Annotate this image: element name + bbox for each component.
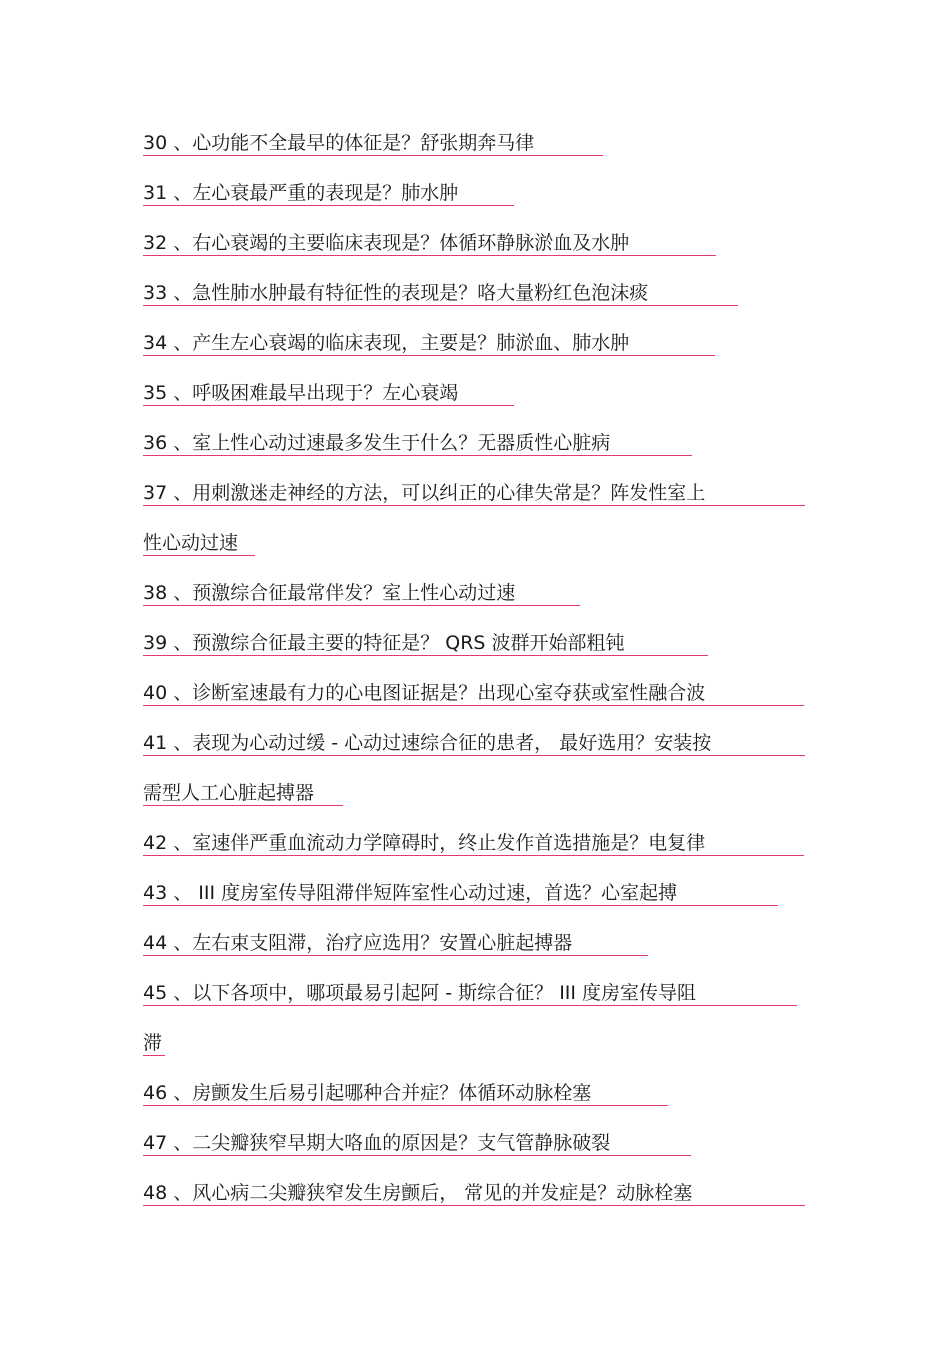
underline: [143, 605, 580, 606]
item-text: 45 、以下各项中，哪项最易引起阿 - 斯综合征？ III 度房室传导阻: [143, 982, 697, 1004]
item-text: 34 、产生左心衰竭的临床表现，主要是？肺淤血、肺水肿: [143, 332, 630, 354]
item-text: 38 、预激综合征最常伴发？室上性心动过速: [143, 582, 516, 604]
underline: [143, 855, 804, 856]
underline: [143, 1055, 165, 1056]
item-text: 39 、预激综合征最主要的特征是？ QRS 波群开始部粗钝: [143, 632, 625, 654]
underline: [143, 255, 716, 256]
item-text: 滞: [143, 1032, 163, 1054]
underline: [143, 455, 692, 456]
item-text: 37 、用刺激迷走神经的方法，可以纠正的心律失常是？阵发性室上: [143, 482, 706, 504]
list-item: [143, 228, 629, 258]
list-item: [143, 378, 458, 408]
underline: [143, 905, 778, 906]
item-text: 42 、室速伴严重血流动力学障碍时，终止发作首选措施是？电复律: [143, 832, 706, 854]
underline: [143, 755, 805, 756]
list-item: [143, 1178, 692, 1208]
list-item: [143, 1128, 610, 1158]
list-item: [143, 478, 705, 508]
item-text: 性心动过速: [143, 532, 239, 554]
list-item: [143, 428, 610, 458]
list-item: [143, 778, 314, 808]
list-item: [143, 878, 677, 908]
underline: [143, 1005, 797, 1006]
list-item: [143, 678, 705, 708]
list-item: [143, 928, 572, 958]
underline: [143, 805, 343, 806]
item-text: 36 、室上性心动过速最多发生于什么？无器质性心脏病: [143, 432, 611, 454]
list-item: [143, 1078, 591, 1108]
list-item: [143, 328, 629, 358]
list-item: [143, 728, 711, 758]
list-item: [143, 578, 515, 608]
item-text: 32 、右心衰竭的主要临床表现是？体循环静脉淤血及水肿: [143, 232, 630, 254]
list-item: [143, 1028, 162, 1058]
underline: [143, 1205, 805, 1206]
item-text: 需型人工心脏起搏器: [143, 782, 315, 804]
underline: [143, 555, 255, 556]
item-text: 33 、急性肺水肿最有特征性的表现是？咯大量粉红色泡沫痰: [143, 282, 649, 304]
underline: [143, 955, 648, 956]
underline: [143, 305, 738, 306]
list-item: [143, 128, 534, 158]
item-text: 30 、心功能不全最早的体征是？舒张期奔马律: [143, 132, 535, 154]
item-text: 44 、左右束支阻滞，治疗应选用？安置心脏起搏器: [143, 932, 573, 954]
list-item: [143, 278, 648, 308]
item-text: 48 、风心病二尖瓣狭窄发生房颤后， 常见的并发症是？动脉栓塞: [143, 1182, 693, 1204]
underline: [143, 205, 514, 206]
list-item: [143, 178, 458, 208]
item-text: 41 、表现为心动过缓 - 心动过速综合征的患者， 最好选用？安装按: [143, 732, 712, 754]
underline: [143, 355, 715, 356]
item-text: 46 、房颤发生后易引起哪种合并症？体循环动脉栓塞: [143, 1082, 592, 1104]
underline: [143, 155, 603, 156]
list-item: [143, 978, 696, 1008]
underline: [143, 655, 708, 656]
item-text: 47 、二尖瓣狭窄早期大咯血的原因是？支气管静脉破裂: [143, 1132, 611, 1154]
item-text: 43 、 III 度房室传导阻滞伴短阵室性心动过速，首选？心室起搏: [143, 882, 678, 904]
underline: [143, 705, 804, 706]
list-item: [143, 528, 238, 558]
underline: [143, 1105, 668, 1106]
item-text: 31 、左心衰最严重的表现是？肺水肿: [143, 182, 459, 204]
underline: [143, 405, 514, 406]
list-item: [143, 628, 625, 658]
underline: [143, 505, 805, 506]
item-text: 35 、呼吸困难最早出现于？左心衰竭: [143, 382, 459, 404]
list-item: [143, 828, 705, 858]
underline: [143, 1155, 691, 1156]
item-text: 40 、诊断室速最有力的心电图证据是？出现心室夺获或室性融合波: [143, 682, 706, 704]
